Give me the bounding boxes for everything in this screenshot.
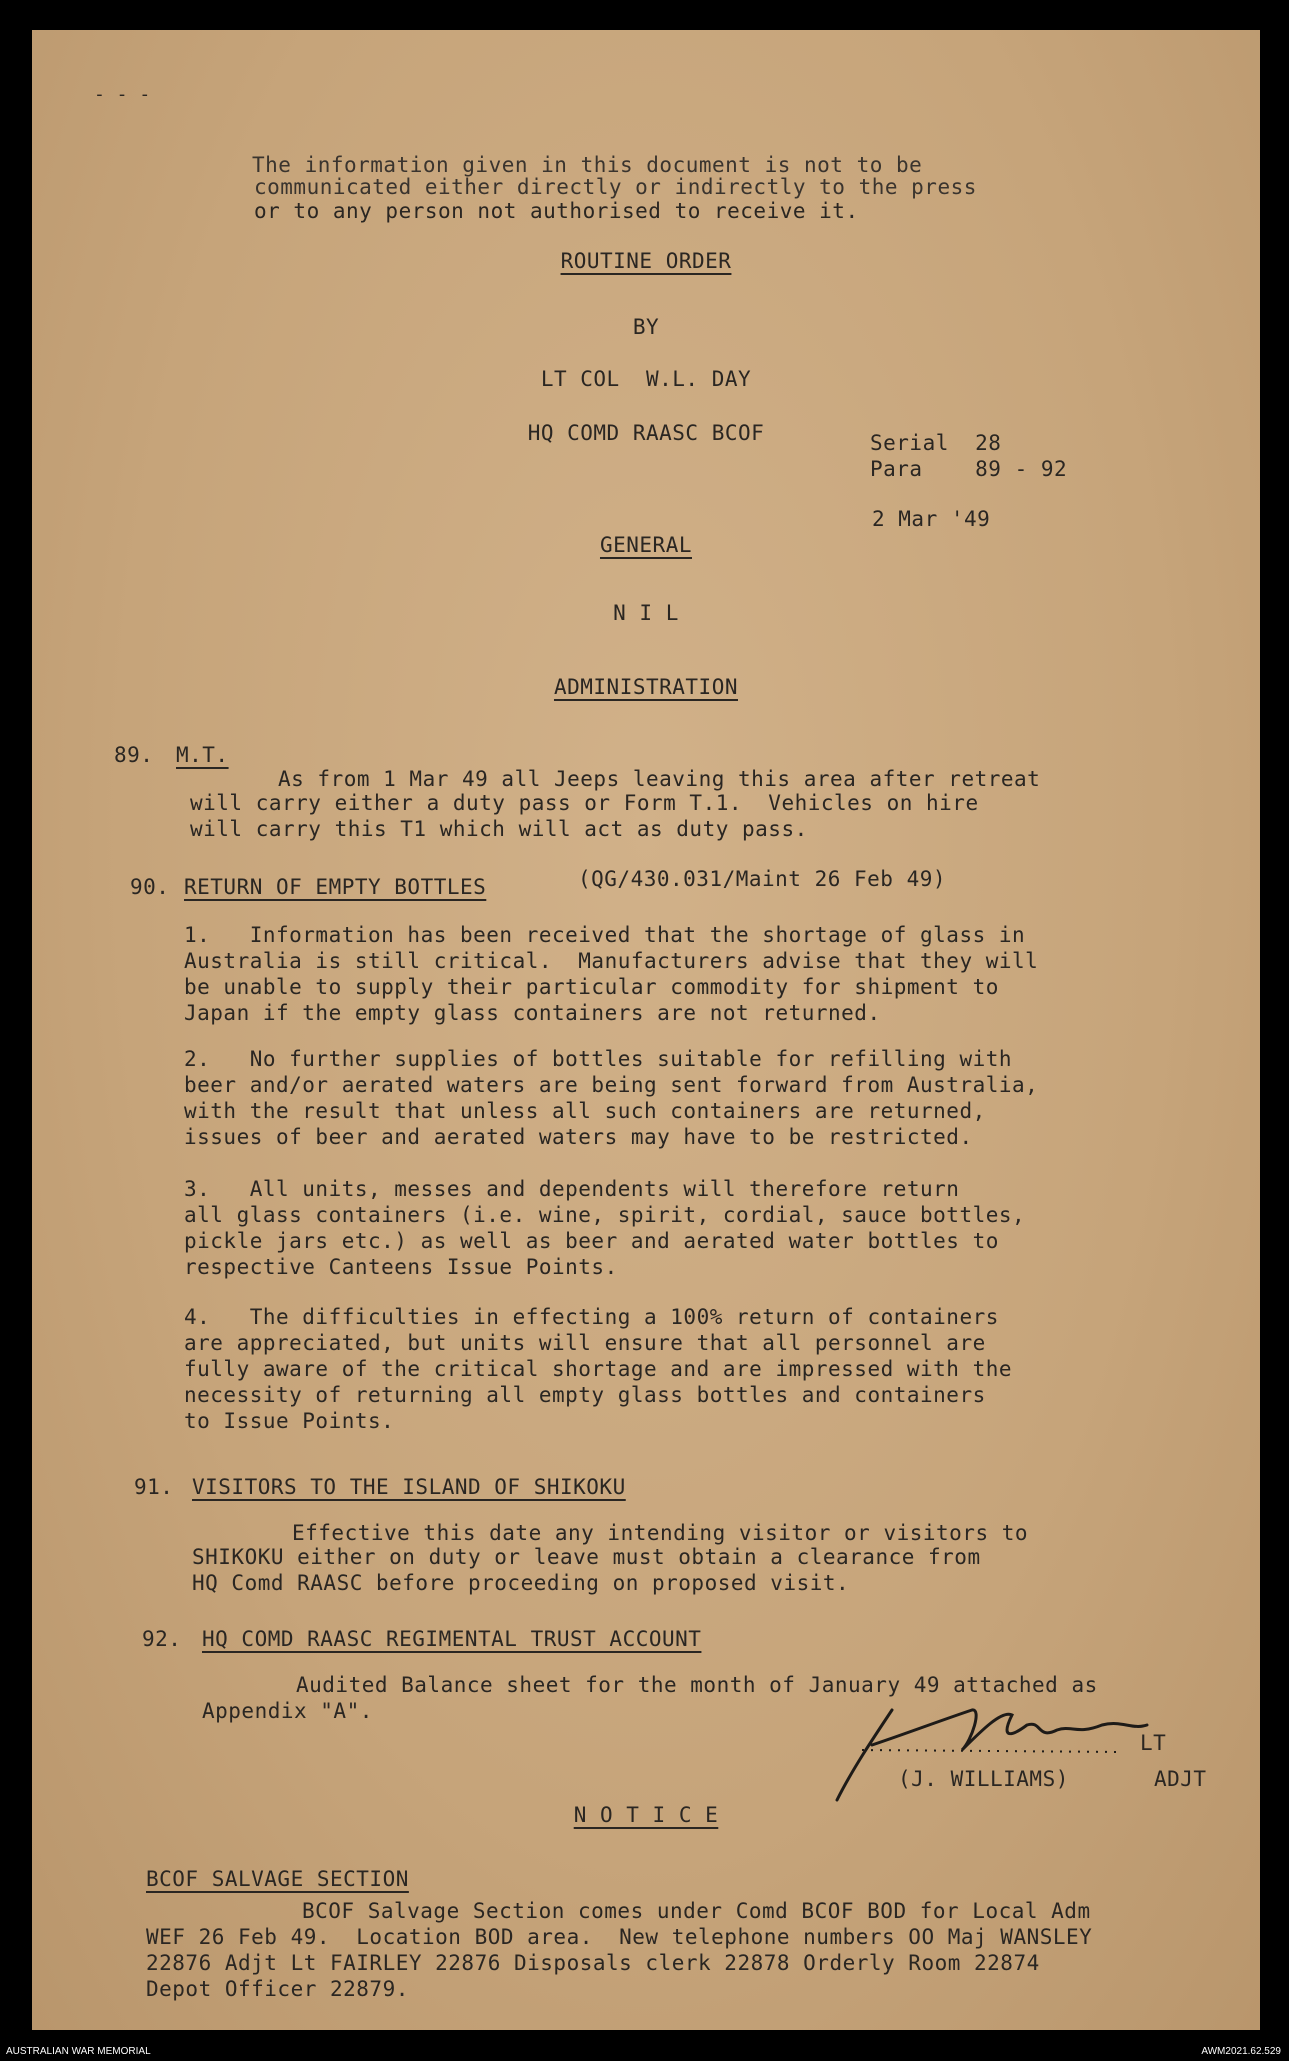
para-90-sub-4: 4. The difficulties in effecting a 100% return of containers (184, 1305, 999, 1329)
para-91-line: Effective this date any intending visitor or visitors to (292, 1521, 1029, 1545)
para-90-sub-3: pickle jars etc.) as well as beer and aerated water bottles to (184, 1229, 999, 1253)
para-89-heading: M.T. (176, 743, 229, 767)
para-90-sub-2: 2. No further supplies of bottles suitable for refilling with (184, 1047, 1013, 1071)
para-89-line: will carry either a duty pass or Form T.1. Vehicles on hire (190, 791, 979, 815)
signatory-rank: LT (1140, 1731, 1167, 1755)
para-90-sub-2: issues of beer and aerated waters may have to be restricted. (184, 1125, 973, 1149)
para-range: Para 89 - 92 (870, 457, 1068, 481)
para-90-sub-1: be unable to supply their particular commodity for shipment to (184, 975, 999, 999)
para-90-sub-4: necessity of returning all empty glass bottles and containers (184, 1383, 986, 1407)
para-91-line: SHIKOKU either on duty or leave must obtain a clearance from (192, 1545, 981, 1569)
para-92-line: Audited Balance sheet for the month of January 49 attached as (296, 1673, 1098, 1697)
unit-name: HQ COMD RAASC BCOF (527, 421, 765, 445)
para-90-sub-1: 1. Information has been received that the shortage of glass in (184, 923, 1026, 947)
para-90-sub-1: Japan if the empty glass containers are not returned. (184, 1001, 881, 1025)
notice-heading: BCOF SALVAGE SECTION (146, 1867, 409, 1891)
security-caveat-line-1: The information given in this document is not to be (252, 153, 923, 177)
notice-line: 22876 Adjt Lt FAIRLEY 22876 Disposals clerk 22878 Orderly Room 22874 (146, 1951, 1040, 1975)
signatory-role: ADJT (1154, 1767, 1207, 1791)
para-90-sub-3: all glass containers (i.e. wine, spirit, cordial, sauce bottles, (184, 1203, 1026, 1227)
serial-number: Serial 28 (870, 431, 1002, 455)
by-label: BY (632, 315, 660, 339)
para-91-line: HQ Comd RAASC before proceeding on proposed visit. (192, 1571, 850, 1595)
para-91-number: 91. (134, 1475, 174, 1499)
para-91-heading: VISITORS TO THE ISLAND OF SHIKOKU (192, 1475, 626, 1499)
security-caveat-line-2: communicated either directly or indirectly to the press (254, 175, 977, 199)
notice-line: BCOF Salvage Section comes under Comd BCOF BOD for Local Adm (302, 1899, 1091, 1923)
document-page (32, 30, 1260, 2030)
para-92-heading: HQ COMD RAASC REGIMENTAL TRUST ACCOUNT (202, 1627, 702, 1651)
signatory-name: (J. WILLIAMS) (898, 1767, 1069, 1791)
para-89-line: will carry this T1 which will act as duty pass. (190, 817, 808, 841)
para-90-heading: RETURN OF EMPTY BOTTLES (184, 875, 487, 899)
commander-name: LT COL W.L. DAY (540, 367, 752, 391)
notice-title: N O T I C E (573, 1803, 719, 1827)
para-89-number: 89. (114, 743, 154, 767)
section-general: GENERAL (599, 533, 692, 557)
para-90-sub-4: are appreciated, but units will ensure that all personnel are (184, 1331, 986, 1355)
footer-accession-number: AWM2021.62.529 (1201, 2046, 1281, 2057)
corner-mark: - - - (94, 84, 151, 105)
general-nil: N I L (613, 601, 679, 625)
para-90-reference: (QG/430.031/Maint 26 Feb 49) (578, 867, 947, 891)
para-90-sub-3: respective Canteens Issue Points. (184, 1255, 618, 1279)
notice-line: WEF 26 Feb 49. Location BOD area. New telephone numbers OO Maj WANSLEY (146, 1925, 1093, 1949)
para-90-sub-1: Australia is still critical. Manufacturers advise that they will (184, 949, 1039, 973)
para-90-sub-2: beer and/or aerated waters are being sent forward from Australia, (184, 1073, 1039, 1097)
para-90-number: 90. (130, 875, 170, 899)
section-administration: ADMINISTRATION (553, 675, 738, 699)
security-caveat-line-3: or to any person not authorised to receive it. (254, 199, 859, 223)
para-90-sub-3: 3. All units, messes and dependents will therefore return (184, 1177, 960, 1201)
order-date: 2 Mar '49 (872, 507, 991, 531)
para-92-number: 92. (142, 1627, 182, 1651)
para-89-line: As from 1 Mar 49 all Jeeps leaving this area after retreat (278, 767, 1041, 791)
document-title: ROUTINE ORDER (560, 249, 732, 273)
para-90-sub-2: with the result that unless all such containers are returned, (184, 1099, 986, 1123)
footer-archive-name: AUSTRALIAN WAR MEMORIAL (6, 2046, 151, 2057)
notice-line: Depot Officer 22879. (146, 1977, 409, 2001)
para-90-sub-4: to Issue Points. (184, 1409, 395, 1433)
para-90-sub-4: fully aware of the critical shortage and are impressed with the (184, 1357, 1013, 1381)
para-92-line: Appendix "A". (202, 1699, 373, 1723)
